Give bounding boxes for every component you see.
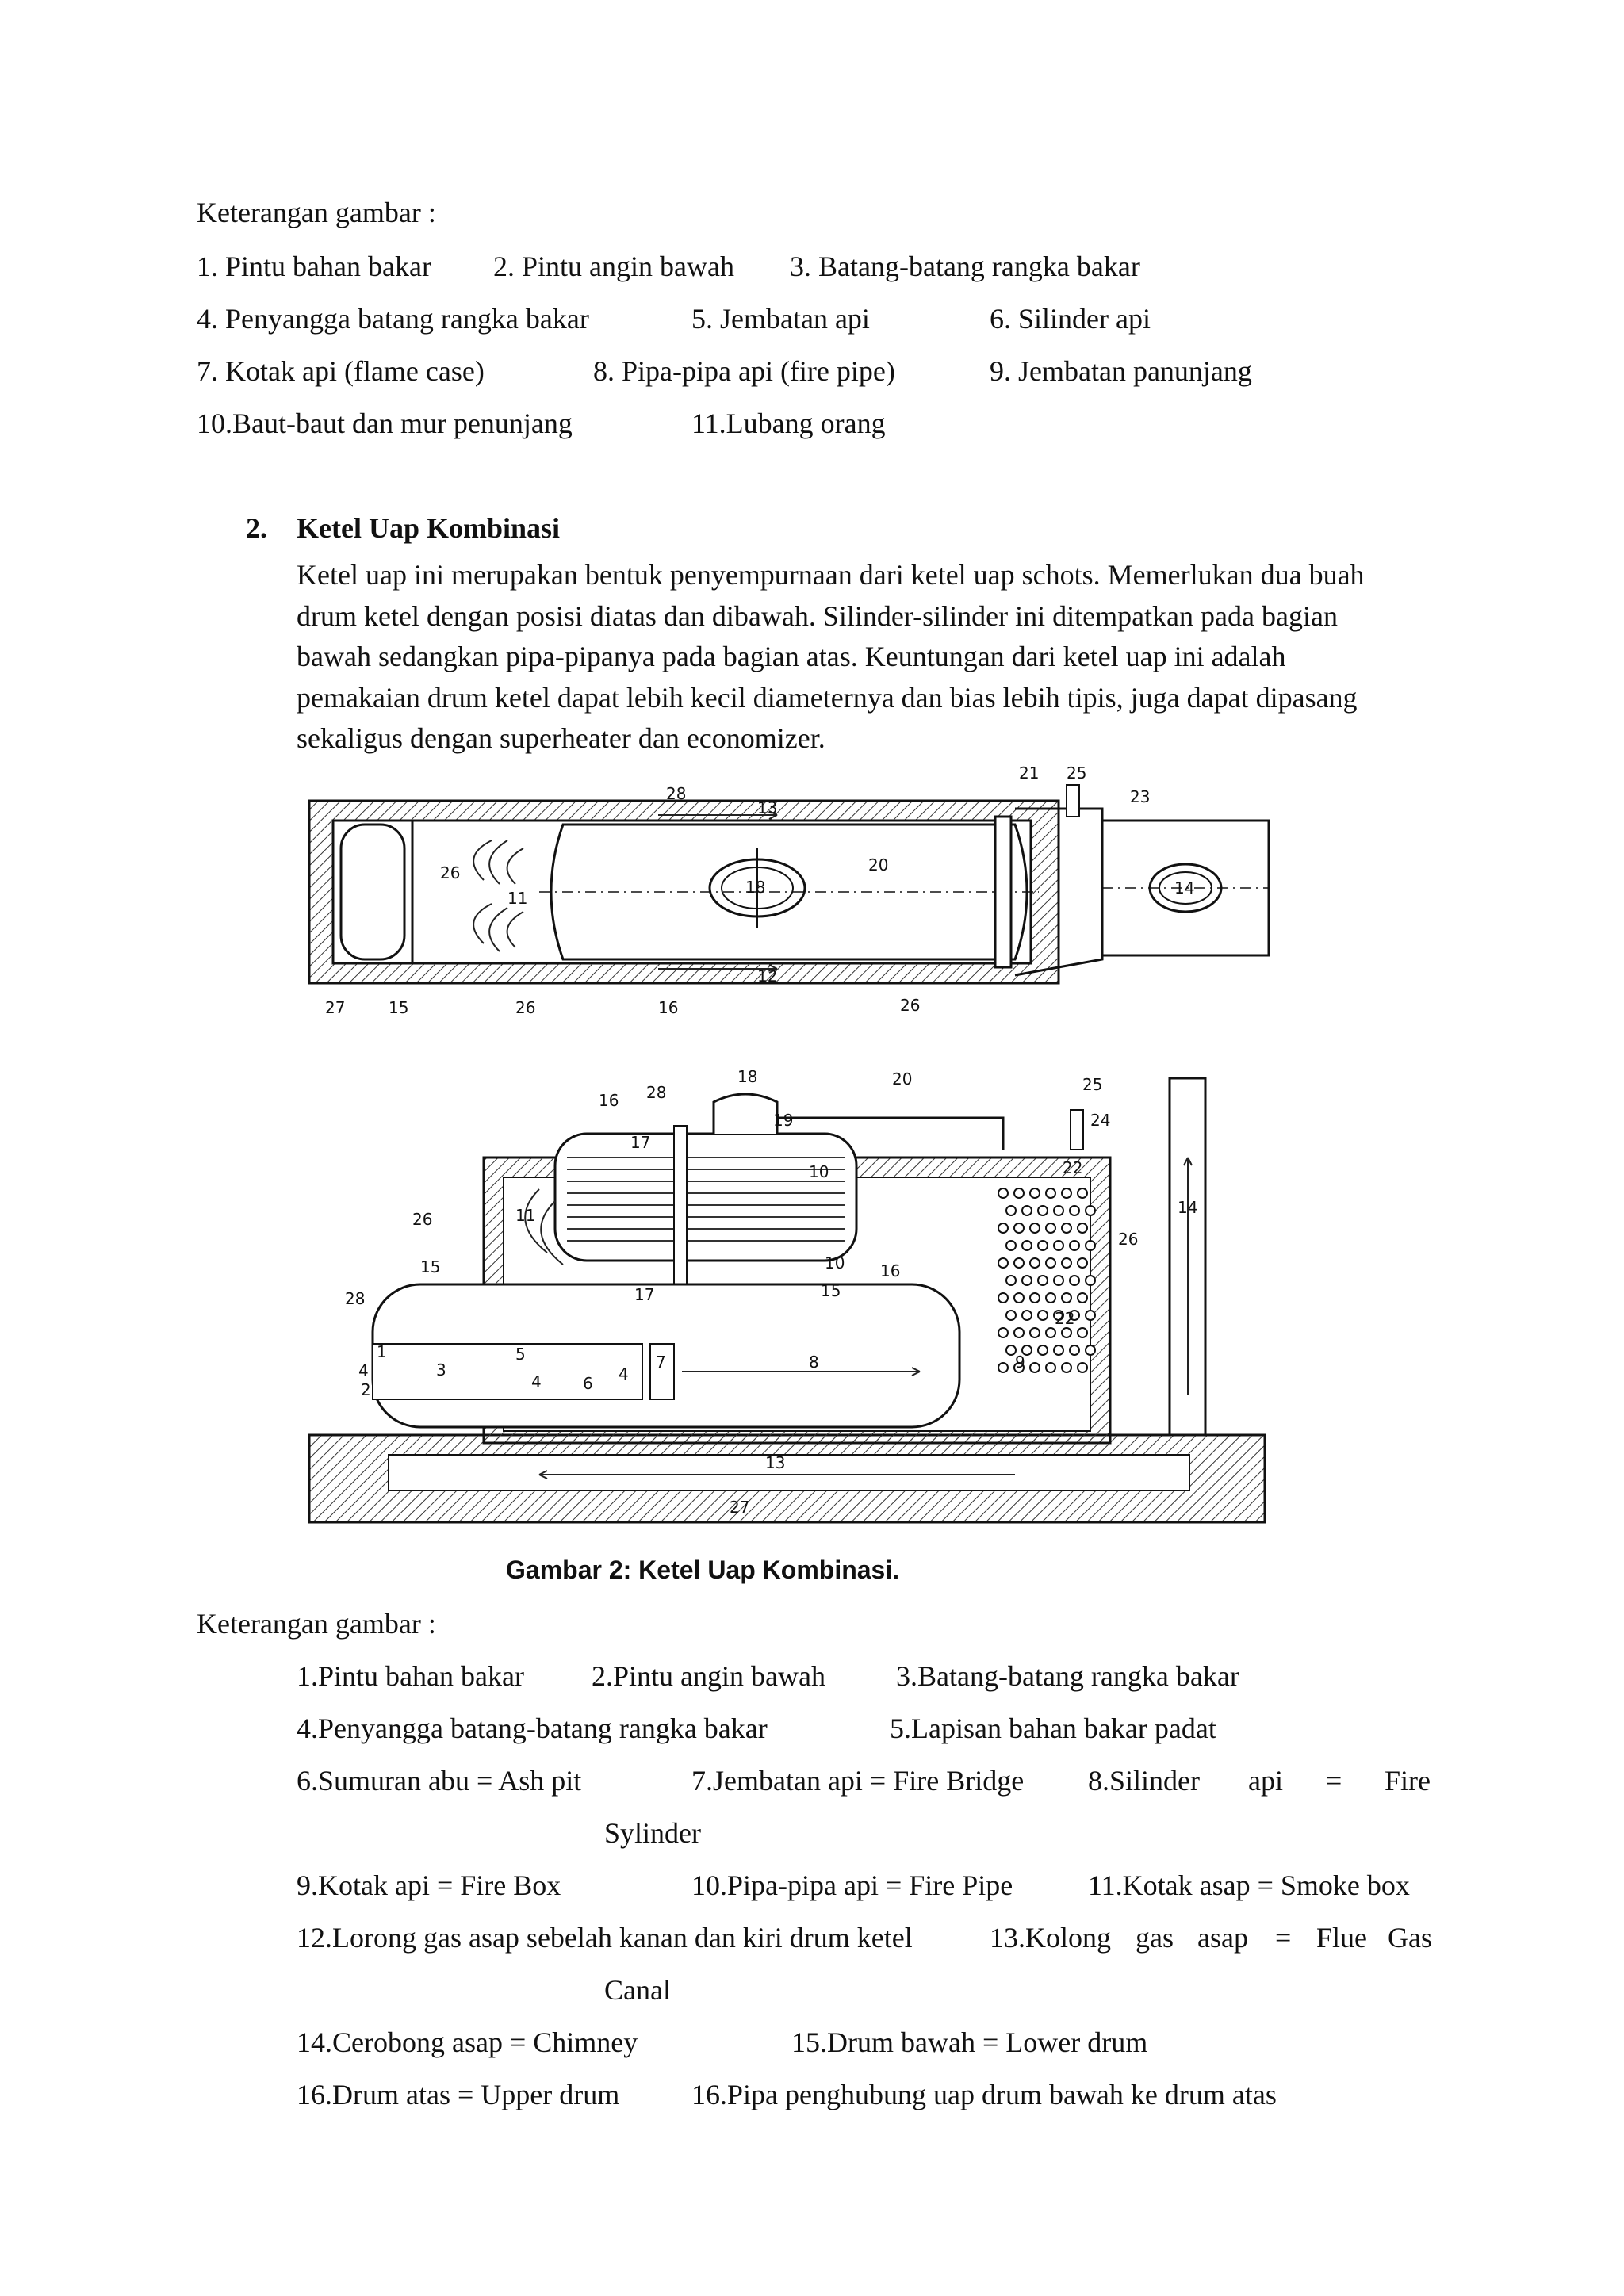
tube-circle (1078, 1363, 1087, 1372)
figure-label: 26 (515, 998, 536, 1017)
legend-item: Gas (1388, 1922, 1432, 1954)
tube-circle (1038, 1345, 1048, 1355)
section-heading: Ketel Uap Kombinasi (297, 512, 561, 544)
figure-label: 16 (658, 998, 679, 1017)
tube-circle (1054, 1345, 1063, 1355)
tube-circle (1070, 1276, 1079, 1285)
legend-item: 9.Kotak api = Fire Box (297, 1869, 561, 1901)
figure-label: 20 (868, 855, 889, 874)
tube-circle (1006, 1241, 1016, 1250)
tube-circle (1046, 1258, 1055, 1268)
tube-circle (1078, 1223, 1087, 1233)
tube-circle (1086, 1206, 1095, 1215)
legend-item: 7.Jembatan api = Fire Bridge (691, 1765, 1025, 1797)
figure-label: 18 (745, 878, 766, 897)
tube-circle (1078, 1293, 1087, 1303)
tube-circle (998, 1328, 1008, 1337)
legend-item: Fire (1385, 1765, 1431, 1797)
tube-circle (998, 1258, 1008, 1268)
legend-item: 9. Jembatan panunjang (990, 355, 1252, 387)
legend-item: 10.Baut-baut dan mur penunjang (197, 408, 573, 439)
figure-label: 4 (619, 1364, 629, 1383)
tube-circle (1046, 1293, 1055, 1303)
tube-circle (1014, 1258, 1024, 1268)
figure-label: 2 (361, 1380, 371, 1399)
tube-circle (1086, 1345, 1095, 1355)
figure-label: 17 (630, 1133, 651, 1152)
figure-label: 16 (880, 1261, 901, 1280)
tube-circle (998, 1223, 1008, 1233)
figure-label: 24 (1090, 1111, 1111, 1130)
tube-circle (1030, 1328, 1040, 1337)
tube-circle (1038, 1206, 1048, 1215)
legend-title-2: Keterangan gambar : (197, 1608, 436, 1640)
tube-circle (1038, 1311, 1048, 1320)
figure-label: 26 (440, 863, 461, 882)
tube-circle (1062, 1363, 1071, 1372)
legend-item: 8. Pipa-pipa api (fire pipe) (593, 355, 895, 387)
legend-title-1: Keterangan gambar : (197, 197, 436, 228)
tube-circle (1086, 1311, 1095, 1320)
tube-circle (1014, 1328, 1024, 1337)
figure-label: 15 (420, 1257, 441, 1276)
tube-circle (1014, 1293, 1024, 1303)
figure-label: 28 (646, 1083, 667, 1102)
figure-label: 6 (583, 1374, 593, 1393)
legend-item: = (1326, 1765, 1342, 1797)
figure-label: 28 (345, 1289, 366, 1308)
legend-item: 5. Jembatan api (691, 303, 870, 335)
figure-label: 26 (412, 1210, 433, 1229)
figure-label: 5 (515, 1345, 526, 1364)
figure-label: 13 (765, 1453, 786, 1472)
figure-label: 7 (656, 1353, 666, 1372)
tube-circle (1006, 1311, 1016, 1320)
legend-item: 4. Penyangga batang rangka bakar (197, 303, 589, 335)
tube-circle (1046, 1363, 1055, 1372)
legend-item: gas (1136, 1922, 1174, 1954)
legend-item: 7. Kotak api (flame case) (197, 355, 485, 387)
legend-item: 12.Lorong gas asap sebelah kanan dan kiri drum ketel (297, 1922, 913, 1954)
figure-label: 28 (666, 784, 687, 803)
tube-circle (1078, 1258, 1087, 1268)
legend-item: 2.Pintu angin bawah (592, 1660, 825, 1692)
figure-label: 8 (809, 1353, 819, 1372)
tube-circle (1046, 1188, 1055, 1198)
tube-circle (1062, 1258, 1071, 1268)
tube-circle (1054, 1241, 1063, 1250)
figure-label: 10 (825, 1253, 845, 1272)
tube-circle (1022, 1276, 1032, 1285)
legend-item: 8.Silinder (1088, 1765, 1200, 1797)
tube-circle (1030, 1293, 1040, 1303)
legend-item: Sylinder (604, 1817, 701, 1849)
figure-label: 9 (1015, 1353, 1025, 1372)
legend-item: Canal (604, 1974, 671, 2006)
legend-item: 3.Batang-batang rangka bakar (896, 1660, 1239, 1692)
figure-caption: Gambar 2: Ketel Uap Kombinasi. (506, 1556, 900, 1584)
legend-item: 1.Pintu bahan bakar (297, 1660, 524, 1692)
paragraph-line: sekaligus dengan superheater dan economizer. (297, 722, 825, 754)
figure-label: 10 (809, 1162, 829, 1181)
tube-circle (1078, 1328, 1087, 1337)
figure-label: 25 (1067, 763, 1087, 783)
boiler-section-view (301, 1062, 1300, 1538)
legend-item: 14.Cerobong asap = Chimney (297, 2026, 638, 2058)
tube-circle (1054, 1276, 1063, 1285)
figure-label: 27 (730, 1498, 750, 1517)
figure-label: 4 (358, 1361, 369, 1380)
tube-circle (1030, 1258, 1040, 1268)
tube-circle (1054, 1206, 1063, 1215)
tube-circle (1046, 1328, 1055, 1337)
tube-circle (1022, 1206, 1032, 1215)
tube-circle (1062, 1188, 1071, 1198)
figure-label: 21 (1019, 763, 1040, 783)
figure-label: 12 (757, 966, 778, 985)
legend-item: 3. Batang-batang rangka bakar (790, 251, 1140, 282)
legend-item: Flue (1316, 1922, 1368, 1954)
figure-label: 11 (508, 889, 528, 908)
tube-circle (1006, 1206, 1016, 1215)
figure-label: 16 (599, 1091, 619, 1110)
tube-circle (1070, 1206, 1079, 1215)
tube-circle (998, 1293, 1008, 1303)
legend-item: asap (1197, 1922, 1248, 1954)
figure-label: 11 (515, 1206, 536, 1225)
figure-label: 26 (900, 996, 921, 1015)
legend-item: = (1275, 1922, 1292, 1954)
figure-label: 15 (821, 1281, 841, 1300)
tube-circle (1070, 1241, 1079, 1250)
figure-label: 22 (1063, 1158, 1083, 1177)
legend-item: 4.Penyangga batang-batang rangka bakar (297, 1712, 768, 1744)
tube-circle (1086, 1276, 1095, 1285)
legend-item: 1. Pintu bahan bakar (197, 251, 431, 282)
legend-item: 11.Kotak asap = Smoke box (1088, 1869, 1410, 1901)
tube-circle (1062, 1328, 1071, 1337)
paragraph-line: drum ketel dengan posisi diatas dan dibawah. Silinder-silinder ini ditempatkan pada bagian (297, 599, 1338, 632)
tube-circle (1006, 1276, 1016, 1285)
tube-circle (1014, 1188, 1024, 1198)
tube-circle (1062, 1293, 1071, 1303)
tube-circle (1030, 1363, 1040, 1372)
figure-label: 23 (1130, 787, 1151, 806)
figure-label: 4 (531, 1372, 542, 1391)
tube-circle (1014, 1223, 1024, 1233)
tube-circle (1030, 1188, 1040, 1198)
legend-item: 16.Pipa penghubung uap drum bawah ke drum atas (691, 2079, 1277, 2110)
legend-item: 11.Lubang orang (691, 408, 886, 439)
legend-item: api (1248, 1765, 1283, 1797)
section-paragraph (297, 555, 1431, 760)
figure-label: 18 (737, 1067, 758, 1086)
figure-label: 26 (1118, 1230, 1139, 1249)
figure-label: 13 (757, 798, 778, 817)
tube-circle (1086, 1241, 1095, 1250)
figure-label: 14 (1174, 878, 1195, 897)
figure-label: 17 (634, 1285, 655, 1304)
figure-label: 1 (377, 1342, 387, 1361)
tube-circle (1022, 1311, 1032, 1320)
tube-circle (1038, 1241, 1048, 1250)
legend-item: 6. Silinder api (990, 303, 1151, 335)
legend-item: 5.Lapisan bahan bakar padat (890, 1712, 1216, 1744)
legend-item: 10.Pipa-pipa api = Fire Pipe (691, 1869, 1013, 1901)
legend-item: 15.Drum bawah = Lower drum (791, 2026, 1148, 2058)
tube-circle (1070, 1345, 1079, 1355)
figure-label: 27 (325, 998, 346, 1017)
section-number: 2. (246, 512, 267, 544)
figure-label: 20 (892, 1070, 913, 1089)
legend-item: 6.Sumuran abu = Ash pit (297, 1765, 582, 1797)
tube-circle (1038, 1276, 1048, 1285)
tube-circle (1046, 1223, 1055, 1233)
tube-circle (998, 1188, 1008, 1198)
tube-circle (1062, 1223, 1071, 1233)
paragraph-line: bawah sedangkan pipa-pipanya pada bagian atas. Keuntungan dari ketel uap ini adalah (297, 641, 1286, 672)
tube-circle (998, 1363, 1008, 1372)
paragraph-line: pemakaian drum ketel dapat lebih kecil diameternya dan bias lebih tipis, juga dapat dipasang (297, 681, 1358, 714)
figure-label: 25 (1082, 1075, 1103, 1094)
figure-label: 19 (773, 1111, 794, 1130)
figure-label: 22 (1055, 1309, 1075, 1328)
figure-label: 3 (436, 1360, 446, 1380)
figure-label: 14 (1178, 1198, 1198, 1217)
boiler-plan-view (301, 761, 1300, 1031)
tube-circle (1078, 1188, 1087, 1198)
figure-label: 15 (389, 998, 409, 1017)
tube-circle (1022, 1241, 1032, 1250)
paragraph-line: Ketel uap ini merupakan bentuk penyempurnaan dari ketel uap schots. Memerlukan dua buah (297, 559, 1365, 591)
legend-item: 16.Drum atas = Upper drum (297, 2079, 620, 2110)
legend-item: 13.Kolong (990, 1922, 1111, 1954)
tube-circle (1030, 1223, 1040, 1233)
legend-item: 2. Pintu angin bawah (493, 251, 734, 282)
